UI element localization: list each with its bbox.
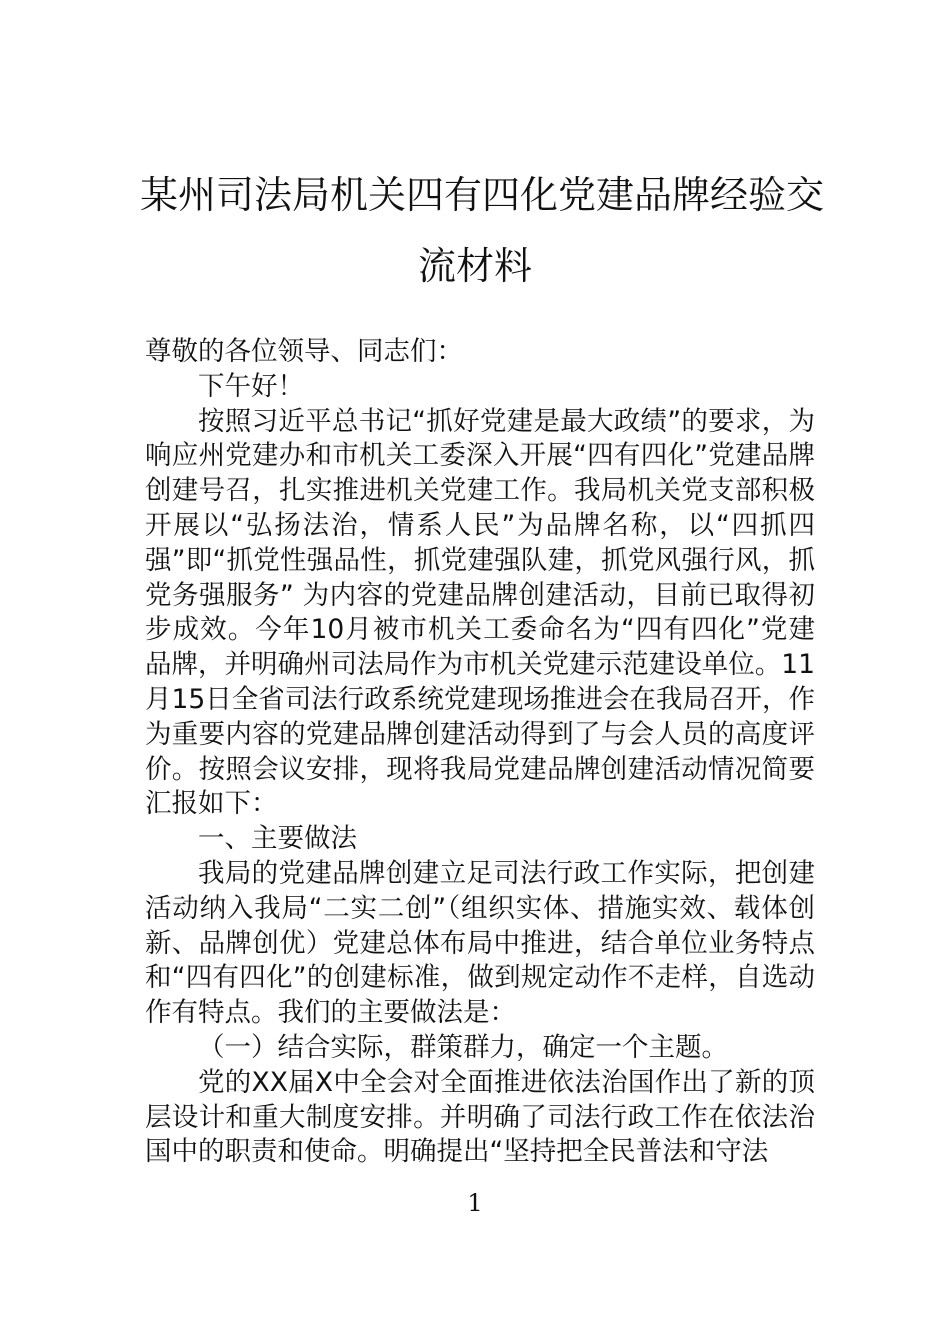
paragraph-theme: 党的XX届X中全会对全面推进依法治国作出了新的顶层设计和重大制度安排。并明确了司法行政工作在依法治国中的职责和使命。明确提出“坚持把全民普法和守法 xyxy=(145,1066,815,1168)
document-body xyxy=(145,335,815,1170)
page-number: 1 xyxy=(467,1189,483,1217)
document-title-line-2: 流材料 xyxy=(417,244,532,288)
subheading-theme: （一）结合实际，群策群力，确定一个主题。 xyxy=(198,1031,728,1063)
document-title-line-1: 某州司法局机关四有四化党建品牌经验交 xyxy=(140,173,825,217)
section-heading-main-practices: 一、主要做法 xyxy=(198,823,357,855)
paragraph-practices-overview: 我局的党建品牌创建立足司法行政工作实际，把创建活动纳入我局“二实二创”（组织实体、措施实效、载体创新、品牌创优）党建总体布局中推进，结合单位业务特点和“四有四化”的创建标准，做到规定动作不走样，自选动作有特点。我们的主要做法是： xyxy=(145,857,815,1029)
salutation: 尊敬的各位领导、同志们： xyxy=(145,336,463,367)
greeting: 下午好！ xyxy=(198,370,304,402)
paragraph-intro: 按照习近平总书记“抓好党建是最大政绩”的要求，为响应州党建办和市机关工委深入开展“四有四化”党建品牌创建号召，扎实推进机关党建工作。我局机关党支部积极开展以“弘扬法治，情系人民”为品牌名称，以“四抓四强”即“抓党性强品性，抓党建强队建，抓党风强行风，抓党务强服务” 为内容的党建品牌创建活动，目前已取得初步成效。今年10月被市机关工委命名为“四有四化”党建品牌，并明确州司法局作为市机关党建示范建设单位。11月15日全省司法行政系统党建现场推进会在我局召开，作为重要内容的党建品牌创建活动得到了与会人员的高度评价。按照会议安排，现将我局党建品牌创建活动情况简要汇报如下： xyxy=(145,405,815,820)
